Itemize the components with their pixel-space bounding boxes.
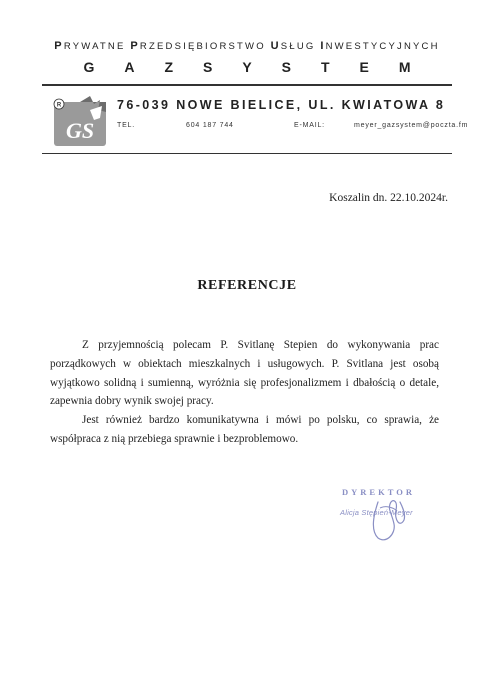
email-address: meyer_gazsystem@poczta.fm [354,122,469,129]
company-full-name: PRYWATNE PRZEDSIĘBIORSTWO USŁUG INWESTYCYJNYCH [54,40,440,52]
registered-mark: R [56,102,62,109]
header-divider-bottom [42,153,452,154]
header-divider-top [42,84,452,86]
logo-letters: GS [65,118,95,143]
signatory-name: Alicja Stępień-Meyer [340,508,413,517]
company-logo-icon [50,96,108,148]
signatory-title: DYREKTOR [342,487,415,497]
email-label: E-MAIL: [294,122,325,129]
letter-body [50,336,439,449]
brand-name: GAZSYSTEM [83,59,441,75]
phone-label: TEL. [117,122,135,129]
document-title: REFERENCJE [197,278,297,293]
phone-number: 604 187 744 [186,122,234,129]
place-and-date: Koszalin dn. 22.10.2024r. [329,192,448,204]
body-paragraph: Z przyjemnością polecam P. Svitlanę Stepien do wykonywania prac porządkowych w obiektach mieszkalnych i usługowych. P. Svitlana jest osobą wyjątkowo solidną i sumienną, wyróżnia się profesjonalizmem i dbałością o detale, zapewnia dobry wynik swojej pracy. [50,339,439,408]
company-address: 76-039 NOWE BIELICE, UL. KWIATOWA 8 [117,98,446,112]
body-paragraph: Jest również bardzo komunikatywna i mówi po polsku, co sprawia, że współpraca z nią przebiega sprawnie i bezproblemowo. [50,414,439,445]
